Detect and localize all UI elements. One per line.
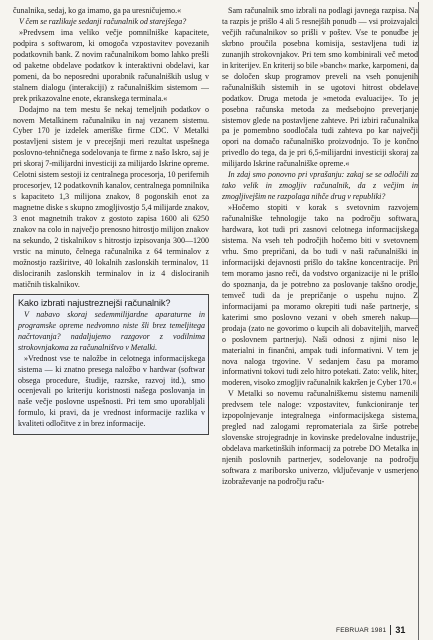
answer-paragraph: »Hočemo stopiti v korak s svetovnim razvojem računalniške tehnologije tako na področju softwara, hardwara, kot tudi pri zasnovi celotnega informacijskega sistema. Na vseh teh področjih hočemo biti v svetovnem vrhu. Smo prepričani, da bo tudi v naši računalniški in informacijski dejavnosti prišlo do takšne koncentracije. Pri tem moramo jasno reči, da vodstvo organizacije ni le prišlo do spoznanja, da je potrebno za poslovanje takšno orodje, temveč tudi da je prepričanje o uspehu nujno. Z informacijami pa moramo okrepiti tudi naše partnerje, s katerimi smo poslovno vezani v obeh smereh nakup—prodaja (zato ne govorimo o kupcih ali dobaviteljih, marveč o poslovnem partnerju). Naši odnosi z njimi niso le materialni in finančni, ampak tudi informativni. V tem je nova naloga trgovine. V sedanjem času pa moramo informativni tokovi tudi zelo hitro potekati. Zato: velik, hiter, moderen, visoko zmogljiv računalnik kakršen je Cyber 170.« — [222, 203, 418, 388]
box-answer: »Vrednost vse te naložbe in celotnega informacijskega sistema — ki znatno presega naložbo v hardwar (softwar obsega procedure, študije, razrske, razvoj itd.), smo ocenjevali po kriteriju koristnosti našega poslovanja in naše večje poslovne uspešnosti. Pri tem smo uporabljali formulo, ki pravi, da je vrednost informacije razlika v kvaliteti odločitve z in brez informacije. — [18, 353, 205, 429]
box-question: V nabavo skoraj sedemmilijardne aparaturne in programske opreme nedvomno niste šli brez temeljitega načrtovanja? nadaljujemo razgovor z vodilnima strokovnjakoma za računalništvo v Metalki. — [18, 309, 205, 352]
sidebar-box — [13, 294, 209, 435]
page-number: 31 — [395, 625, 406, 635]
page-edge-rule — [418, 2, 419, 640]
interview-answer: »Predvsem ima veliko večje pomnilniške kapacitete, podpira s softwarom, ki omogoča vzpostavitev povezanih podatkovnih bank. Z novim računalnikom bomo lahko prešli od paketne obdelave podatkov k interaktivni obdelavi, kar pomeni, da bo neposredni uporabnik računalniških uslug v stalnem dialogu (interakciji) z računalniškim sistemom — prek prikazovalne enote, ekranskega terminala.« — [13, 27, 209, 103]
right-column — [222, 6, 418, 488]
system-specs-paragraph: Dodajmo na tem mestu še nekaj temeljnih podatkov o novem Metalkinem računalniku in naj vezanem sistemu. Cyber 170 je izdelek ameriške firme CDC. V Metalki postavljeni sistem je v precejšnji meri rezultat uspešnega poslovno-tehničnega sodelovanja te firme z našo Iskro, saj je pri skoraj 7-milijardni investiciji za milijardo Iskrine opreme. Celotni sistem sestoji iz centralnega procesorja, 10 perifernih procesorjev, 12 podatkovnih kanalov, centralnega pomnilnika s kapaciteto 1,3 milijona znakov, 8 pogonskih enot za magnetne diske s skupno zmogljivostjo 5,4 milijarde znakov, 3 enot magnetnih trakov z gostoto zapisa 1600 ali 6250 znakov na colo in največjo prenosno hitrostjo milijon znakov na sekundo, 2 tiskalnikov s hitrostjo izpisovanja 300—1200 vrstic na minuto, čelnega računalnika z 64 terminalov z možnostjo razširitve, 40 lokalnih zaslonskih terminalov, 11 dislociranih zaslonskih terminalov in iz 4 dislociranih matičnih tiskalnikov. — [13, 104, 209, 289]
paragraph-continuation: čunalnika, sedaj, ko ga imamo, ga pa uresničujemo.« — [13, 6, 182, 15]
issue-date: FEBRUAR 1981 — [336, 626, 387, 634]
interview-question-2: In zdaj smo ponovno pri vprašanju: zakaj se se odločili za tako velik in zmogljiv računalnik, da z večjim in zmogljivejšim ne razpolaga nihče drug v republiki? — [222, 170, 418, 202]
left-column — [13, 6, 209, 439]
tasks-paragraph: V Metalki so novemu računalniškemu sistemu namenili predvsem tele naloge: vzpostavitev, funkcioniranje ter izpopolnjevanje integralnega »informacijskega sistema, pregled nad zalogami repromateriala za širše potrebe slovenske strojegradnje in kovinske predelovalne industrije, obdelava marketinških informacij za potrebe DO Metalka in njenih poslovnih partnerjev, sodelovanje na področju softwara z mariborsko univerzo, vključevanje v usmerjeno izobraževanje na področju raču- — [222, 389, 418, 486]
selection-paragraph: Sam računalnik smo izbrali na podlagi javnega razpisa. Na ta razpis je prišlo 4 ali 5 resnejših ponudb — vsi proizvajalci večjih računalnikov so prišli v poštev. Vse te ponudbe je skrbno proučila posebna komisija, sestavljena tudi iz zunanjih strokovnjakov. Pri tem smo kombinirali več metod in kriterijev. En kriterij so bile »banch« marke, karpomeni, da se določen skup programov preveli na vseh ponujenih računalniških sistemih in se ugotovi hitrost obdelave podatkov. Druga metoda je »metoda evaluacije«. To je posebna računska metoda za medsebojno preverjanje sistemov glede na postavljene zahteve. Pri izbiri računalnika pa je pomembno soodločala tudi zahteva po kar največji opori na domačo računalniško proizvodnjo. To je končno privedlo do tega, da je pri 6,5-milijardni investiciji skoraj za milijardo Iskrine računalniške opreme.« — [222, 6, 418, 169]
footer-divider — [390, 625, 391, 635]
interview-question: V čem se razlikuje sedanji računalnik od starejšega? — [19, 16, 187, 26]
box-title: Kako izbrati najustreznejši računalnik? — [18, 297, 171, 308]
page-footer — [336, 625, 405, 635]
